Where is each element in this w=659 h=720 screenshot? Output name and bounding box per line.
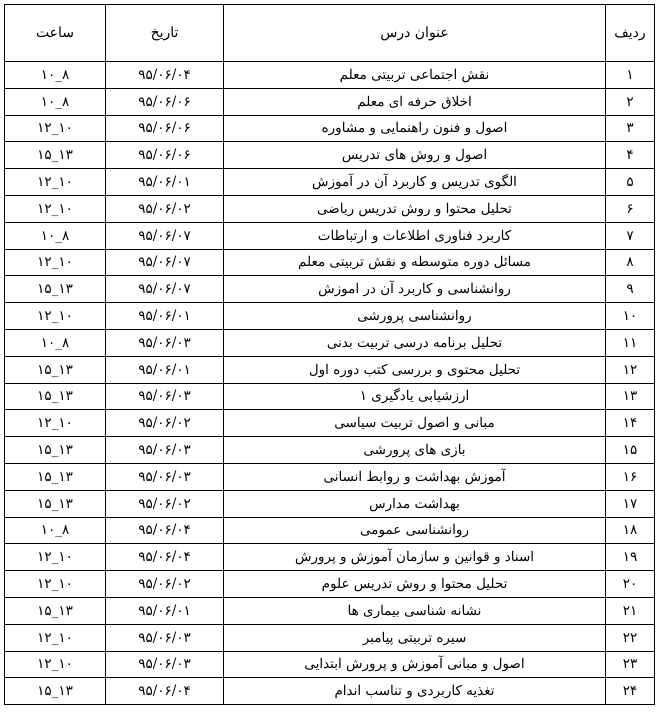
row-number: ۱۴	[606, 410, 655, 437]
row-number: ۱	[606, 62, 655, 89]
exam-time: ۱۳_۱۵	[5, 463, 106, 490]
header-row-number: ردیف	[606, 5, 655, 62]
exam-date: ۹۵/۰۶/۰۴	[106, 678, 224, 705]
exam-time: ۱۰_۱۲	[5, 544, 106, 571]
exam-date: ۹۵/۰۶/۰۷	[106, 222, 224, 249]
exam-time: ۱۰_۱۲	[5, 195, 106, 222]
exam-date: ۹۵/۰۶/۰۱	[106, 597, 224, 624]
exam-date: ۹۵/۰۶/۰۶	[106, 115, 224, 142]
course-title: اصول و مبانی آموزش و پرورش ابتدایی	[224, 651, 606, 678]
row-number: ۸	[606, 249, 655, 276]
exam-date: ۹۵/۰۶/۰۳	[106, 624, 224, 651]
exam-time: ۱۳_۱۵	[5, 383, 106, 410]
course-title: اصول و فنون راهنمایی و مشاوره	[224, 115, 606, 142]
table-row	[5, 88, 655, 115]
course-title: تحلیل محتوا و روش تدریس علوم	[224, 571, 606, 598]
exam-time: ۸_۱۰	[5, 329, 106, 356]
course-title: اسناد و قوانین و سازمان آموزش و پرورش	[224, 544, 606, 571]
course-title: روانشناسی پرورشی	[224, 303, 606, 330]
exam-date: ۹۵/۰۶/۰۶	[106, 142, 224, 169]
table-row	[5, 169, 655, 196]
course-title: بازی های پرورشی	[224, 437, 606, 464]
exam-date: ۹۵/۰۶/۰۳	[106, 463, 224, 490]
table-row	[5, 356, 655, 383]
row-number: ۱۶	[606, 463, 655, 490]
row-number: ۴	[606, 142, 655, 169]
row-number: ۲۲	[606, 624, 655, 651]
exam-date: ۹۵/۰۶/۰۴	[106, 517, 224, 544]
exam-time: ۱۰_۱۲	[5, 410, 106, 437]
header-time: ساعت	[5, 5, 106, 62]
exam-time: ۱۰_۱۲	[5, 169, 106, 196]
exam-date: ۹۵/۰۶/۰۲	[106, 410, 224, 437]
header-date: تاریخ	[106, 5, 224, 62]
course-title: بهداشت مدارس	[224, 490, 606, 517]
course-title: روانشناسی عمومی	[224, 517, 606, 544]
exam-date: ۹۵/۰۶/۰۲	[106, 490, 224, 517]
exam-date: ۹۵/۰۶/۰۴	[106, 62, 224, 89]
table-row	[5, 142, 655, 169]
table-row	[5, 410, 655, 437]
table-body	[5, 62, 655, 705]
exam-date: ۹۵/۰۶/۰۳	[106, 383, 224, 410]
course-title: ارزشیابی یادگیری ۱	[224, 383, 606, 410]
table-row	[5, 222, 655, 249]
exam-time: ۱۳_۱۵	[5, 437, 106, 464]
row-number: ۷	[606, 222, 655, 249]
exam-date: ۹۵/۰۶/۰۱	[106, 169, 224, 196]
course-title: مسائل دوره متوسطه و نقش تربیتی معلم	[224, 249, 606, 276]
exam-date: ۹۵/۰۶/۰۷	[106, 249, 224, 276]
exam-date: ۹۵/۰۶/۰۳	[106, 651, 224, 678]
table-row	[5, 678, 655, 705]
table-row	[5, 544, 655, 571]
row-number: ۳	[606, 115, 655, 142]
course-title: آموزش بهداشت و روابط انسانی	[224, 463, 606, 490]
course-title: تحلیل برنامه درسی تربیت بدنی	[224, 329, 606, 356]
course-title: سیره تربیتی پیامبر	[224, 624, 606, 651]
exam-time: ۱۰_۱۲	[5, 571, 106, 598]
row-number: ۱۳	[606, 383, 655, 410]
header-course-title: عنوان درس	[224, 5, 606, 62]
exam-date: ۹۵/۰۶/۰۷	[106, 276, 224, 303]
course-title: کاربرد فناوری اطلاعات و ارتباطات	[224, 222, 606, 249]
table-row	[5, 329, 655, 356]
exam-time: ۱۳_۱۵	[5, 597, 106, 624]
exam-time: ۸_۱۰	[5, 517, 106, 544]
row-number: ۲۱	[606, 597, 655, 624]
exam-date: ۹۵/۰۶/۰۲	[106, 195, 224, 222]
exam-time: ۱۰_۱۲	[5, 115, 106, 142]
row-number: ۹	[606, 276, 655, 303]
exam-date: ۹۵/۰۶/۰۱	[106, 356, 224, 383]
table-row	[5, 624, 655, 651]
course-title: الگوی تدریس و کاربرد آن در آموزش	[224, 169, 606, 196]
row-number: ۱۸	[606, 517, 655, 544]
row-number: ۱۹	[606, 544, 655, 571]
row-number: ۲۴	[606, 678, 655, 705]
exam-date: ۹۵/۰۶/۰۴	[106, 544, 224, 571]
course-title: اصول و روش های تدریس	[224, 142, 606, 169]
table-row	[5, 195, 655, 222]
course-title: روانشناسی و کاربرد آن در اموزش	[224, 276, 606, 303]
table-row	[5, 62, 655, 89]
row-number: ۲	[606, 88, 655, 115]
exam-time: ۱۳_۱۵	[5, 276, 106, 303]
exam-date: ۹۵/۰۶/۰۳	[106, 437, 224, 464]
row-number: ۲۰	[606, 571, 655, 598]
row-number: ۱۷	[606, 490, 655, 517]
exam-time: ۱۰_۱۲	[5, 249, 106, 276]
row-number: ۶	[606, 195, 655, 222]
course-title: اخلاق حرفه ای معلم	[224, 88, 606, 115]
row-number: ۵	[606, 169, 655, 196]
table-row	[5, 597, 655, 624]
exam-time: ۱۰_۱۲	[5, 624, 106, 651]
exam-date: ۹۵/۰۶/۰۲	[106, 571, 224, 598]
exam-time: ۸_۱۰	[5, 62, 106, 89]
table-row	[5, 571, 655, 598]
row-number: ۱۲	[606, 356, 655, 383]
course-title: تحلیل محتوی و بررسی کتب دوره اول	[224, 356, 606, 383]
exam-time: ۱۰_۱۲	[5, 303, 106, 330]
course-title: نشانه شناسی بیماری ها	[224, 597, 606, 624]
course-title: تحلیل محتوا و روش تدریس ریاضی	[224, 195, 606, 222]
exam-schedule-table	[4, 4, 655, 705]
exam-date: ۹۵/۰۶/۰۱	[106, 303, 224, 330]
exam-time: ۸_۱۰	[5, 222, 106, 249]
table-row	[5, 276, 655, 303]
row-number: ۱۵	[606, 437, 655, 464]
exam-date: ۹۵/۰۶/۰۶	[106, 88, 224, 115]
table-row	[5, 517, 655, 544]
course-title: تغذیه کاربردی و تناسب اندام	[224, 678, 606, 705]
table-row	[5, 463, 655, 490]
exam-time: ۱۳_۱۵	[5, 356, 106, 383]
header-row	[5, 5, 655, 62]
row-number: ۱۰	[606, 303, 655, 330]
table-row	[5, 115, 655, 142]
table-row	[5, 303, 655, 330]
exam-time: ۸_۱۰	[5, 88, 106, 115]
table-row	[5, 490, 655, 517]
exam-date: ۹۵/۰۶/۰۳	[106, 329, 224, 356]
course-title: نقش اجتماعی تربیتی معلم	[224, 62, 606, 89]
table-row	[5, 651, 655, 678]
row-number: ۱۱	[606, 329, 655, 356]
row-number: ۲۳	[606, 651, 655, 678]
table-row	[5, 437, 655, 464]
course-title: مبانی و اصول تربیت سیاسی	[224, 410, 606, 437]
exam-time: ۱۳_۱۵	[5, 678, 106, 705]
exam-time: ۱۳_۱۵	[5, 490, 106, 517]
table-row	[5, 383, 655, 410]
exam-time: ۱۰_۱۲	[5, 651, 106, 678]
exam-time: ۱۳_۱۵	[5, 142, 106, 169]
table-row	[5, 249, 655, 276]
table-header	[5, 5, 655, 62]
